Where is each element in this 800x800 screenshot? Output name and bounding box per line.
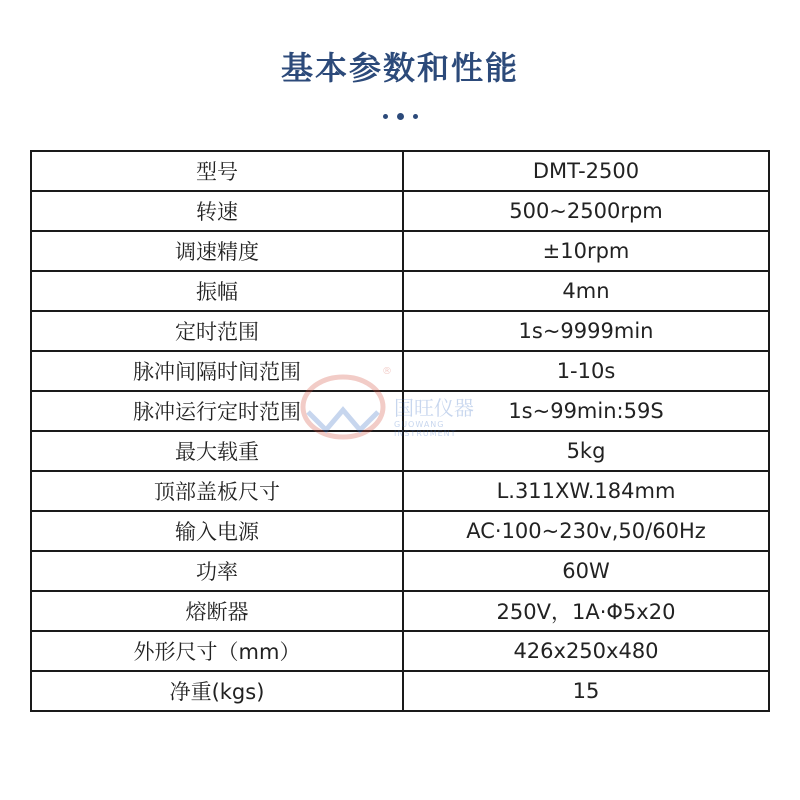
- spec-label: 型号: [31, 151, 403, 191]
- spec-value: L.311XW.184mm: [403, 471, 769, 511]
- page-title: 基本参数和性能: [280, 49, 519, 87]
- table-row: [31, 151, 769, 191]
- registered-mark: ®: [382, 366, 392, 377]
- table-row: [31, 551, 769, 591]
- decoration-dot: [413, 114, 418, 119]
- table-row: [31, 191, 769, 231]
- spec-label: 脉冲间隔时间范围: [31, 351, 403, 391]
- decoration-dot: [383, 114, 388, 119]
- spec-label: 功率: [31, 551, 403, 591]
- spec-value: 426x250x480: [403, 631, 769, 671]
- table-row: [31, 231, 769, 271]
- spec-label: 顶部盖板尺寸: [31, 471, 403, 511]
- table-row: [31, 351, 769, 391]
- spec-value: 1s~9999min: [403, 311, 769, 351]
- table-row: [31, 671, 769, 711]
- spec-value: DMT-2500: [403, 151, 769, 191]
- spec-label: 最大载重: [31, 431, 403, 471]
- table-row: [31, 391, 769, 431]
- watermark-brand-en: GUOWANG INSTRUMENT: [394, 420, 457, 438]
- spec-label: 振幅: [31, 271, 403, 311]
- spec-label: 转速: [31, 191, 403, 231]
- table-row: [31, 431, 769, 471]
- table-row: [31, 471, 769, 511]
- table-row: [31, 311, 769, 351]
- table-row: [31, 591, 769, 631]
- spec-value: AC·100~230v,50/60Hz: [403, 511, 769, 551]
- table-row: [31, 511, 769, 551]
- table-row: [31, 271, 769, 311]
- spec-value: ±10rpm: [403, 231, 769, 271]
- decoration-dot: [397, 113, 404, 120]
- spec-label: 熔断器: [31, 591, 403, 631]
- spec-label: 定时范围: [31, 311, 403, 351]
- spec-value: 15: [403, 671, 769, 711]
- spec-value: 250V，1A·Φ5x20: [403, 591, 769, 631]
- spec-table-body: [31, 151, 769, 711]
- spec-value: 4mn: [403, 271, 769, 311]
- spec-value: 1-10s: [403, 351, 769, 391]
- spec-value: 5kg: [403, 431, 769, 471]
- title-decoration-dots: [0, 113, 800, 120]
- spec-label: 外形尺寸（mm）: [31, 631, 403, 671]
- spec-value: 500~2500rpm: [403, 191, 769, 231]
- spec-label: 净重(kgs): [31, 671, 403, 711]
- spec-value: 60W: [403, 551, 769, 591]
- spec-table: [30, 150, 770, 712]
- watermark-brand-cn: 国旺仪器: [394, 396, 474, 420]
- spec-label: 输入电源: [31, 511, 403, 551]
- spec-value: 1s~99min:59S: [403, 391, 769, 431]
- spec-label: 调速精度: [31, 231, 403, 271]
- spec-label: 脉冲运行定时范围: [31, 391, 403, 431]
- table-row: [31, 631, 769, 671]
